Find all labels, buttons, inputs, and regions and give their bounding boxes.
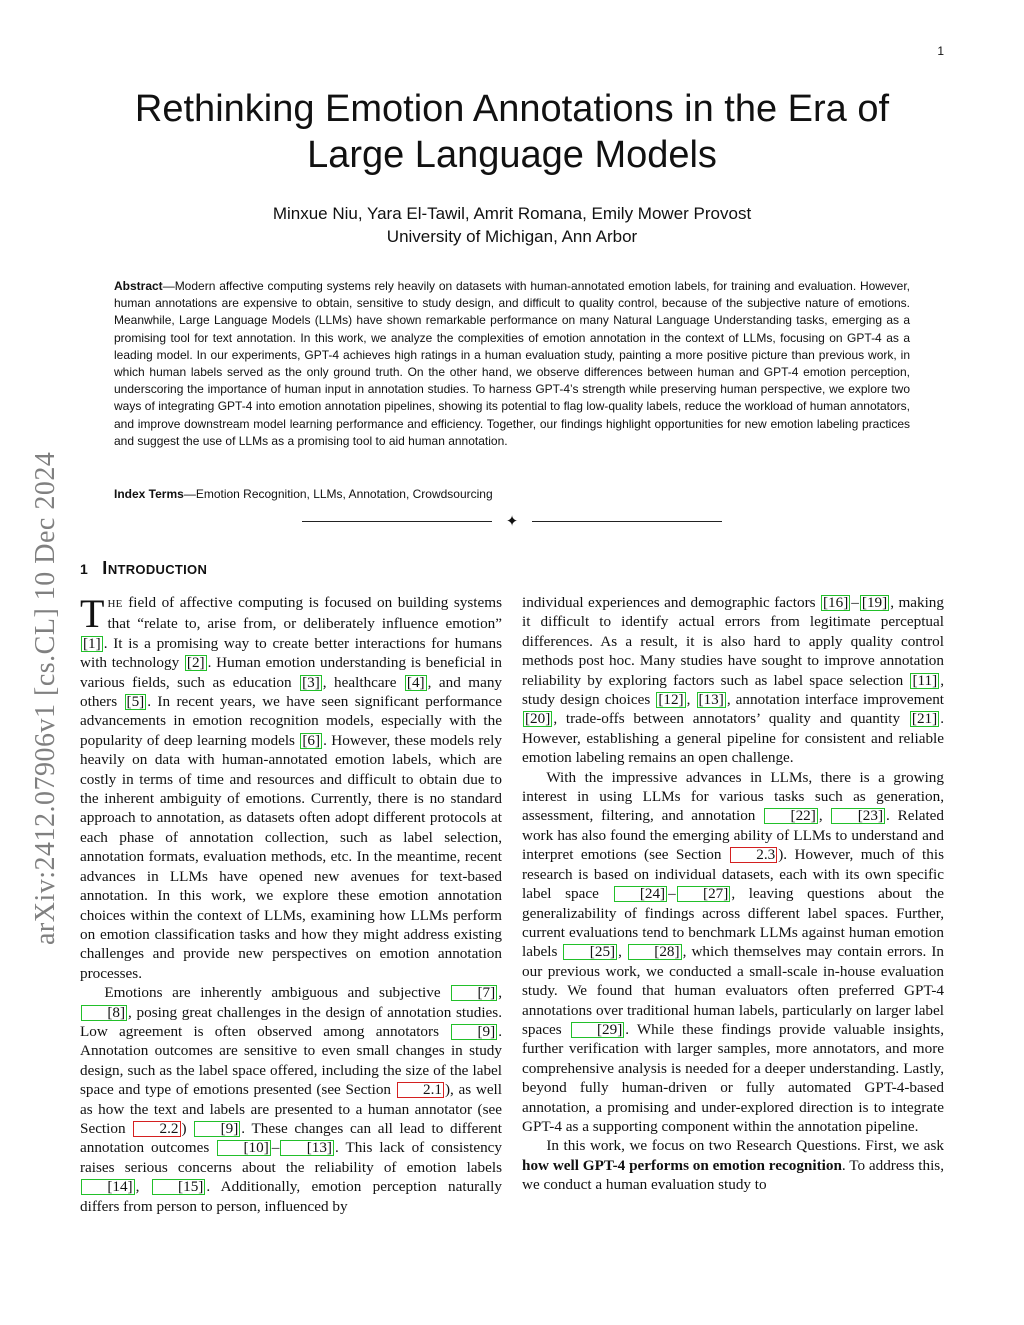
citation-link[interactable]: [28] <box>628 944 682 960</box>
section-title: INTRODUCTION <box>102 558 208 578</box>
citation-link[interactable]: [4] <box>406 673 425 691</box>
text-run: Emotions are inherently ambiguous and subjective <box>104 984 451 1002</box>
citation-link[interactable]: [11] <box>912 671 938 689</box>
abstract-label: Abstract <box>114 279 163 293</box>
citation-link[interactable]: [7] <box>451 985 497 1001</box>
research-question-1: how well GPT-4 performs on emotion recognition <box>522 1156 842 1174</box>
abstract <box>114 278 910 450</box>
text-run: ) <box>181 1119 194 1137</box>
paragraph <box>522 768 944 1137</box>
citation-link[interactable]: [9] <box>451 1024 497 1040</box>
author-names: Minxue Niu, Yara El-Tawil, Amrit Romana, Emily Mower Provost <box>272 204 752 223</box>
author-affiliation: University of Michigan, Ann Arbor <box>386 227 638 246</box>
divider-rule-left <box>302 521 492 522</box>
drop-cap: T <box>80 591 105 636</box>
citation-link[interactable]: [23] <box>831 808 885 824</box>
text-run: , <box>498 984 502 1002</box>
citation-link[interactable]: [27] <box>677 886 731 902</box>
section-divider <box>302 512 722 532</box>
citation-link[interactable]: [1] <box>83 634 101 652</box>
citation-link[interactable]: [8] <box>81 1005 127 1021</box>
text-run: , trade-offs between annotators’ quality and quantity <box>553 710 909 728</box>
divider-rule-right <box>532 521 722 522</box>
text-run: – <box>668 885 676 903</box>
citation-link[interactable]: [2] <box>186 654 205 672</box>
arxiv-stamp: arXiv:2412.07906v1 [cs.CL] 10 Dec 2024 <box>30 451 61 945</box>
citation-link[interactable]: [21] <box>911 710 938 728</box>
text-run: ). However, much of this research is based on individual datasets, each with its own specific label space <box>522 846 945 903</box>
citation-link[interactable]: [10] <box>217 1140 271 1156</box>
text-run: , and many others <box>80 673 503 711</box>
text-run: . Additionally, emotion perception naturally differs from person to person, influenced by <box>80 1178 502 1215</box>
text-run: . Related work has also found the emerging ability of LLMs to understand and interpret emotions (see Section <box>522 807 945 864</box>
text-run: , making it difficult to identify actual errors from legitimate perceptual differences. As a result, it is also hard to apply quality control methods post hoc. Many studies have sought to improve annotation reliability by exploring factors such as label space selection <box>522 594 944 689</box>
text-run: . Human emotion understanding is beneficial in various fields, such as education <box>80 654 503 691</box>
text-run: individual experiences and demographic factors <box>522 594 820 611</box>
text-run: , annotation interface improvement <box>726 691 945 709</box>
author-block <box>80 202 944 248</box>
index-terms-label: Index Terms <box>114 487 184 501</box>
index-terms-text: —Emotion Recognition, LLMs, Annotation, Crowdsourcing <box>183 487 493 501</box>
title-line-1: Rethinking Emotion Annotations in the Era of <box>134 88 890 130</box>
citation-link[interactable]: [19] <box>861 594 888 611</box>
citation-link[interactable]: [16] <box>822 594 849 611</box>
citation-link[interactable]: [22] <box>764 808 818 824</box>
citation-link[interactable]: [15] <box>152 1179 206 1195</box>
abstract-text: —Modern affective computing systems rely heavily on datasets with human-annotated emotion labels, for training and evaluation. However, human annotations are expensive to obtain, sensitive to study design, and difficult to quality control, because of the subjective nature of emotions. Meanwhile, Large Language Models (LLMs) have shown remarkable performance on many Natural Language Understanding tasks, emerging as a promising tool for text annotation. In this work, we analyze the complexities of emotion annotation in the context of LLMs, focusing on GPT-4 as a leading model. In our experiments, GPT-4 achieves high ratings in a human evaluation study, painting a more positive picture than previous work, in which human labels served as the only ground truth. On the other hand, we observe differences between human and GPT-4 emotion perception, underscoring the importance of human input in annotation studies. To harness GPT-4’s strength while preserving human perspective, we explore two ways of integrating GPT-4 into emotion annotation pipelines, showing its potential to flag low-quality labels, reduce the workload of human annotators, and improve downstream model learning performance and efficiency. Together, our findings highlight opportunities for new emotion labeling practices and suggest the use of LLMs as a promising tool to aid human annotation. <box>114 279 910 448</box>
text-run: , <box>135 1178 151 1196</box>
section-link[interactable]: 2.1 <box>397 1082 444 1098</box>
citation-link[interactable]: [13] <box>698 691 724 709</box>
text-run: . However, establishing a general pipeline for consistent and reliable emotion labeling remains an open challenge. <box>522 710 944 767</box>
text-run: . It is a promising way to create better interactions for humans with technology <box>80 634 502 672</box>
text-run: , <box>818 807 831 825</box>
paragraph <box>80 593 502 983</box>
text-run: , which themselves may contain errors. In our previous work, we conducted a small-scale in-house evaluation study. We found that human evaluators often preferred GPT-4 annotations over traditional human labels, particularly on larger label spaces <box>522 943 944 1038</box>
citation-link[interactable]: [12] <box>658 691 684 709</box>
paragraph <box>80 983 502 1216</box>
citation-link[interactable]: [25] <box>563 944 617 960</box>
text-run: , study design choices <box>522 671 944 709</box>
citation-link[interactable]: [20] <box>525 710 551 728</box>
text-run: . To address this, we conduct a human evaluation study to <box>522 1156 944 1194</box>
paper-title <box>80 86 944 178</box>
divider-ornament: ✦ <box>505 514 519 530</box>
citation-link[interactable]: [5] <box>126 693 145 711</box>
text-run: ), as well as how the text and labels are presented to a human annotator (see Section <box>80 1081 502 1137</box>
title-line-2: Large Language Models <box>307 134 717 176</box>
text-run: , <box>686 691 696 709</box>
citation-link[interactable]: [3] <box>302 673 320 691</box>
text-run: . Annotation outcomes are sensitive to even small changes in study design, such as the label space offered, including the size of the label space and type of emotions presented (see Section <box>80 1022 502 1099</box>
citation-link[interactable]: [24] <box>614 886 668 902</box>
citation-link[interactable]: [14] <box>81 1179 135 1195</box>
citation-link[interactable]: [6] <box>302 731 321 749</box>
text-run: – <box>271 1139 280 1157</box>
text-run: With the impressive advances in LLMs, there is a growing interest in using LLMs for various tasks such as generation, assessment, filtering, and annotation <box>522 768 944 825</box>
text-run: . In recent years, we have seen significant performance advancements in emotion recognition models, especially with the popularity of deep learning models <box>80 693 502 749</box>
page-number: 1 <box>937 44 944 58</box>
section-heading <box>80 558 207 579</box>
citation-link[interactable]: [9] <box>194 1121 240 1137</box>
text-run: , posing great challenges in the design of annotation studies. Low agreement is often observed among annotators <box>80 1003 502 1040</box>
text-run: . This lack of consistency raises serious concerns about the reliability of emotion labels <box>80 1139 502 1176</box>
text-run: . These changes can all lead to different annotation outcomes <box>80 1119 502 1157</box>
text-run: HE <box>107 598 123 610</box>
text-run: , <box>618 943 627 961</box>
paragraph <box>522 593 944 768</box>
text-run: , leaving questions about the generalizability of findings across different label spaces. Further, current evaluations tend to benchmark LLMs against human emotion labels <box>522 885 945 961</box>
text-run: field of affective computing is focused on building systems that “relate to, arise from, or deliberately influence emotion” <box>107 594 502 633</box>
citation-link[interactable]: [13] <box>280 1140 334 1156</box>
paragraph <box>522 1136 944 1194</box>
text-run: – <box>851 594 859 611</box>
text-run: . However, these models rely heavily on data with human-annotated emotion labels, which are costly in terms of time and resources and difficult to obtain due to the inherent ambiguity of emotions. Currently, there is no standard approach to annotation, as datasets often adopt different protocols at each phase of annotation collection, such as label selection, annotation formats, evaluation methods, etc. In the meantime, recent advances in LLMs have opened new avenues for text-based annotation. In this work, we explore these emotion annotation choices within the context of LLMs, examining how LLMs perform on emotion classification tasks and how they might address existing challenges and provide new perspectives on emotion annotation processes. <box>80 731 502 982</box>
section-number: 1 <box>80 561 89 577</box>
text-run: , healthcare <box>322 673 404 691</box>
index-terms <box>114 487 910 501</box>
section-link[interactable]: 2.3 <box>730 847 777 863</box>
text-run: In this work, we focus on two Research Questions. First, we ask <box>546 1137 944 1155</box>
body-column-right <box>522 593 944 1195</box>
body-column-left <box>80 593 502 1216</box>
text-run: . While these findings provide valuable insights, further verification with larger samples, more annotators, and more comprehensive analysis is needed for a deeper understanding. Lastly, beyond fully human-driven or fully automated GPT-4-based annotation, a promising and under-explored direction is to integrate GPT-4 as a supporting component within the annotation pipeline. <box>522 1020 944 1135</box>
section-link[interactable]: 2.2 <box>133 1121 180 1137</box>
citation-link[interactable]: [29] <box>571 1022 625 1038</box>
